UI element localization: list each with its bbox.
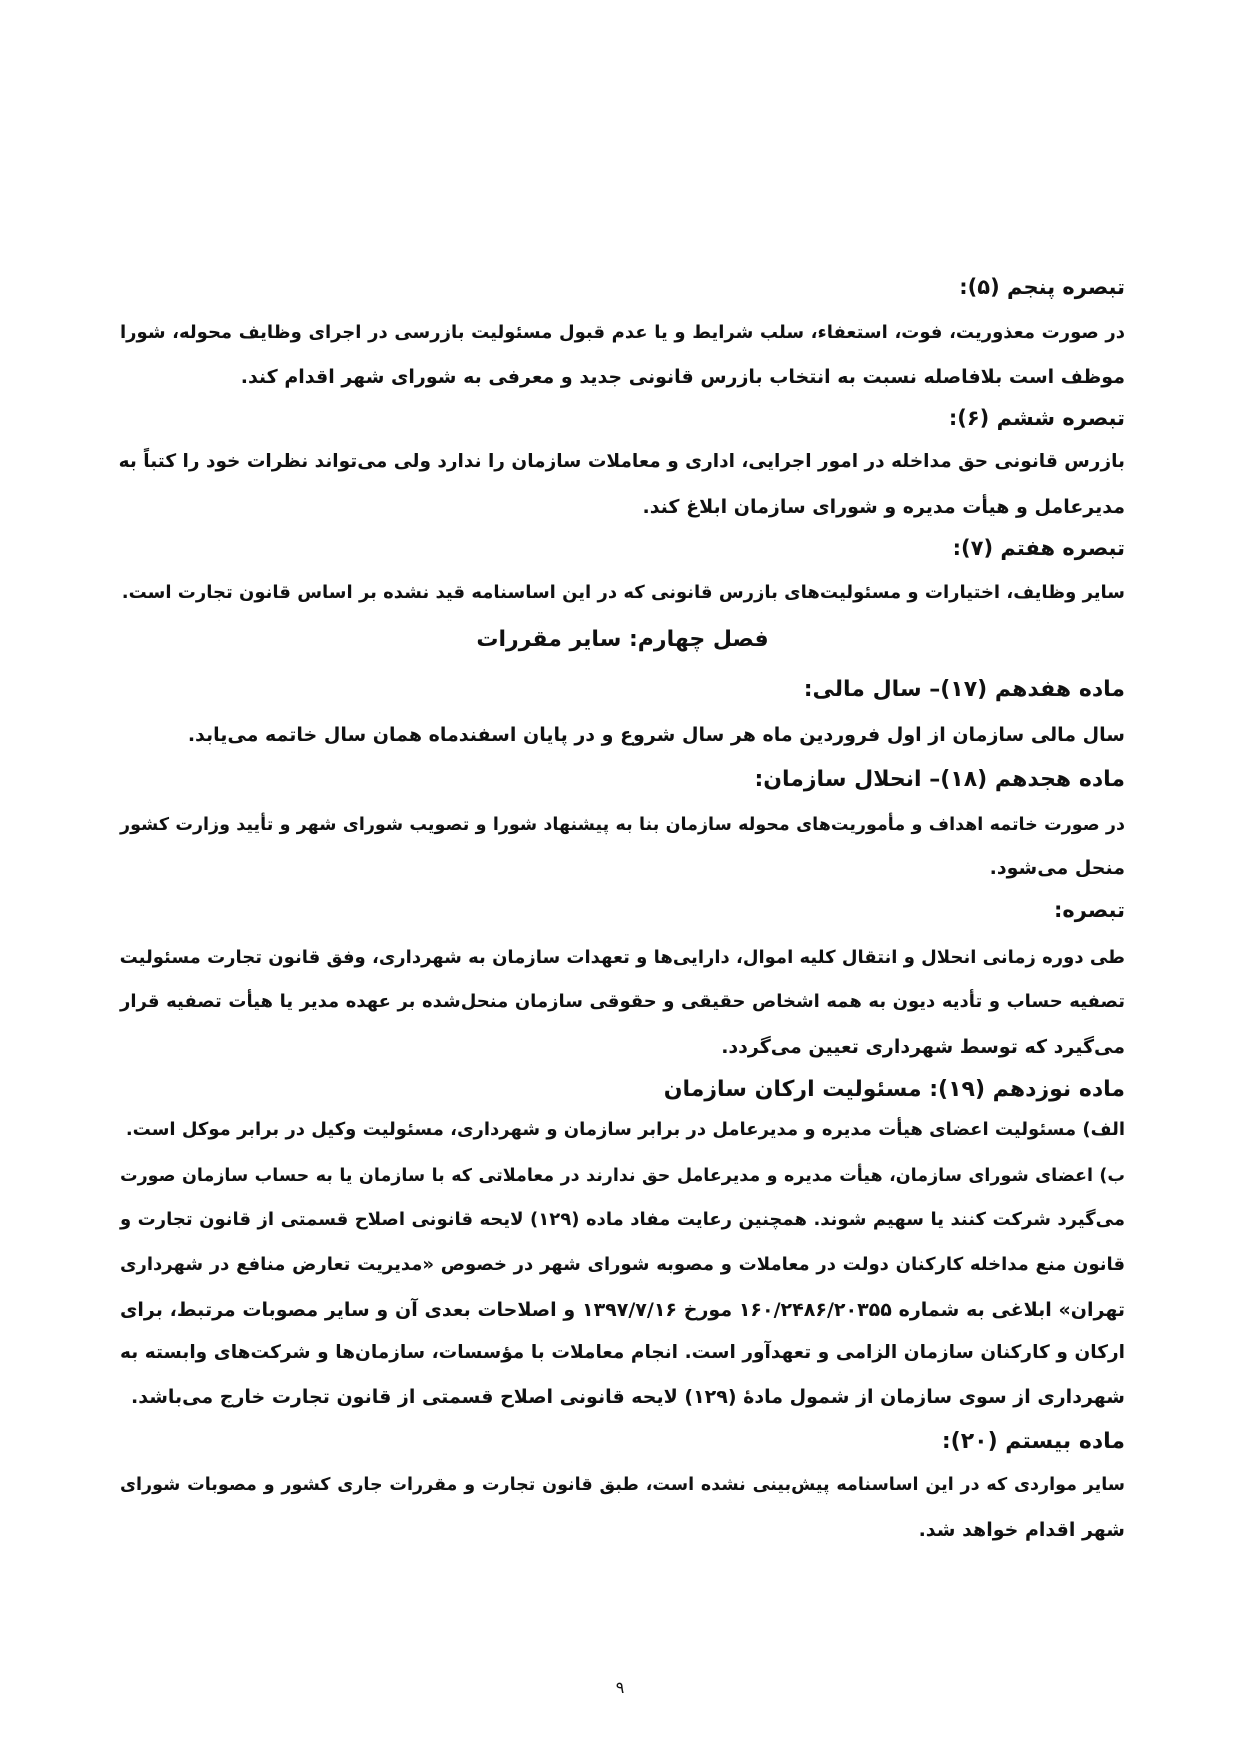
- paragraph-line: سال مالی سازمان از اول فروردین ماه هر سال شروع و در پایان اسفندماه همان سال خاتمه می‌یابد.: [187, 724, 1125, 746]
- paragraph-line: منحل می‌شود.: [989, 857, 1125, 879]
- note-5-heading: تبصره پنجم (۵):: [959, 275, 1125, 299]
- paragraph-line: می‌گیرد شرکت کنند یا سهیم شوند. همچنین رعایت مفاد ماده (۱۲۹) لایحه قانونی اصلاح قسمتی از قانون تجارت و: [120, 1209, 1126, 1230]
- paragraph-line: موظف است بلافاصله نسبت به انتخاب بازرس قانونی جدید و معرفی به شورای شهر اقدام کند.: [240, 366, 1125, 388]
- note-6-heading: تبصره ششم (۶):: [948, 406, 1125, 430]
- paragraph-line: می‌گیرد که توسط شهرداری تعیین می‌گردد.: [721, 1036, 1125, 1058]
- page-number: ۹: [615, 1678, 625, 1697]
- paragraph-line: قانون منع مداخله کارکنان دولت در معاملات و مصوبه شورای شهر در خصوص «مدیریت تعارض منافع در شهرداری: [120, 1254, 1125, 1275]
- note-7-heading: تبصره هفتم (۷):: [952, 536, 1125, 560]
- paragraph-line: در صورت خاتمه اهداف و مأموریت‌های محوله سازمان بنا به پیشنهاد شورا و تصویب شورای شهر و تأیید وزارت کشور: [120, 815, 1125, 835]
- article-20-heading: ماده بیستم (۲۰):: [941, 1429, 1125, 1454]
- paragraph-line: بازرس قانونی حق مداخله در امور اجرایی، اداری و معاملات سازمان را ندارد ولی می‌تواند نظرات خود را کتباً به: [118, 451, 1125, 472]
- paragraph-line: سایر وظایف، اختیارات و مسئولیت‌های بازرس قانونی که در این اساسنامه قید نشده بر اساس قانون تجارت است.: [121, 582, 1125, 603]
- article-19-heading: ماده نوزدهم (۱۹): مسئولیت ارکان سازمان: [663, 1077, 1125, 1102]
- chapter-title: فصل چهارم: سایر مقررات: [476, 627, 769, 652]
- article-18-heading: ماده هجدهم (۱۸)– انحلال سازمان:: [754, 767, 1125, 792]
- article-18-note-heading: تبصره:: [1053, 898, 1125, 922]
- paragraph-line: سایر مواردی که در این اساسنامه پیش‌بینی نشده است، طبق قانون تجارت و مقررات جاری کشور و مصوبات شورای: [120, 1475, 1125, 1495]
- paragraph-line: طی دوره زمانی انحلال و انتقال کلیه اموال، دارایی‌ها و تعهدات سازمان به شهرداری، وفق قانون تجارت مسئولیت: [119, 947, 1125, 968]
- paragraph-line: در صورت معذوریت، فوت، استعفاء، سلب شرایط و یا عدم قبول مسئولیت بازرسی در اجرای وظایف محوله، شورا: [120, 322, 1125, 343]
- paragraph-line: الف) مسئولیت اعضای هیأت مدیره و مدیرعامل در برابر سازمان و شهرداری، مسئولیت وکیل در برابر موکل است.: [125, 1119, 1125, 1140]
- paragraph-line: ب) اعضای شورای سازمان، هیأت مدیره و مدیرعامل حق ندارند در معاملاتی که با سازمان یا به حساب سازمان صورت: [120, 1166, 1125, 1186]
- article-17-heading: ماده هفدهم (۱۷)– سال مالی:: [803, 677, 1125, 702]
- paragraph-line: ارکان و کارکنان سازمان الزامی و تعهدآور است. انجام معاملات با مؤسسات، سازمان‌ها و شرکت‌های وابسته به: [120, 1342, 1125, 1363]
- paragraph-line: مدیرعامل و هیأت مدیره و شورای سازمان ابلاغ کند.: [642, 496, 1125, 518]
- paragraph-line: شهرداری از سوی سازمان از شمول مادهٔ (۱۲۹) لایحه قانونی اصلاح قسمتی از قانون تجارت خارج می‌باشد.: [131, 1386, 1125, 1408]
- paragraph-line: تصفیه حساب و تأدیه دیون به همه اشخاص حقیقی و حقوقی سازمان منحل‌شده بر عهده مدیر یا هیأت تصفیه قرار: [120, 991, 1125, 1012]
- paragraph-line: شهر اقدام خواهد شد.: [918, 1519, 1125, 1541]
- paragraph-line: تهران» ابلاغی به شماره ۱۶۰/۲۴۸۶/۲۰۳۵۵ مورخ ۱۳۹۷/۷/۱۶ و اصلاحات بعدی آن و سایر مصوبات مرتبط، برای: [120, 1299, 1125, 1321]
